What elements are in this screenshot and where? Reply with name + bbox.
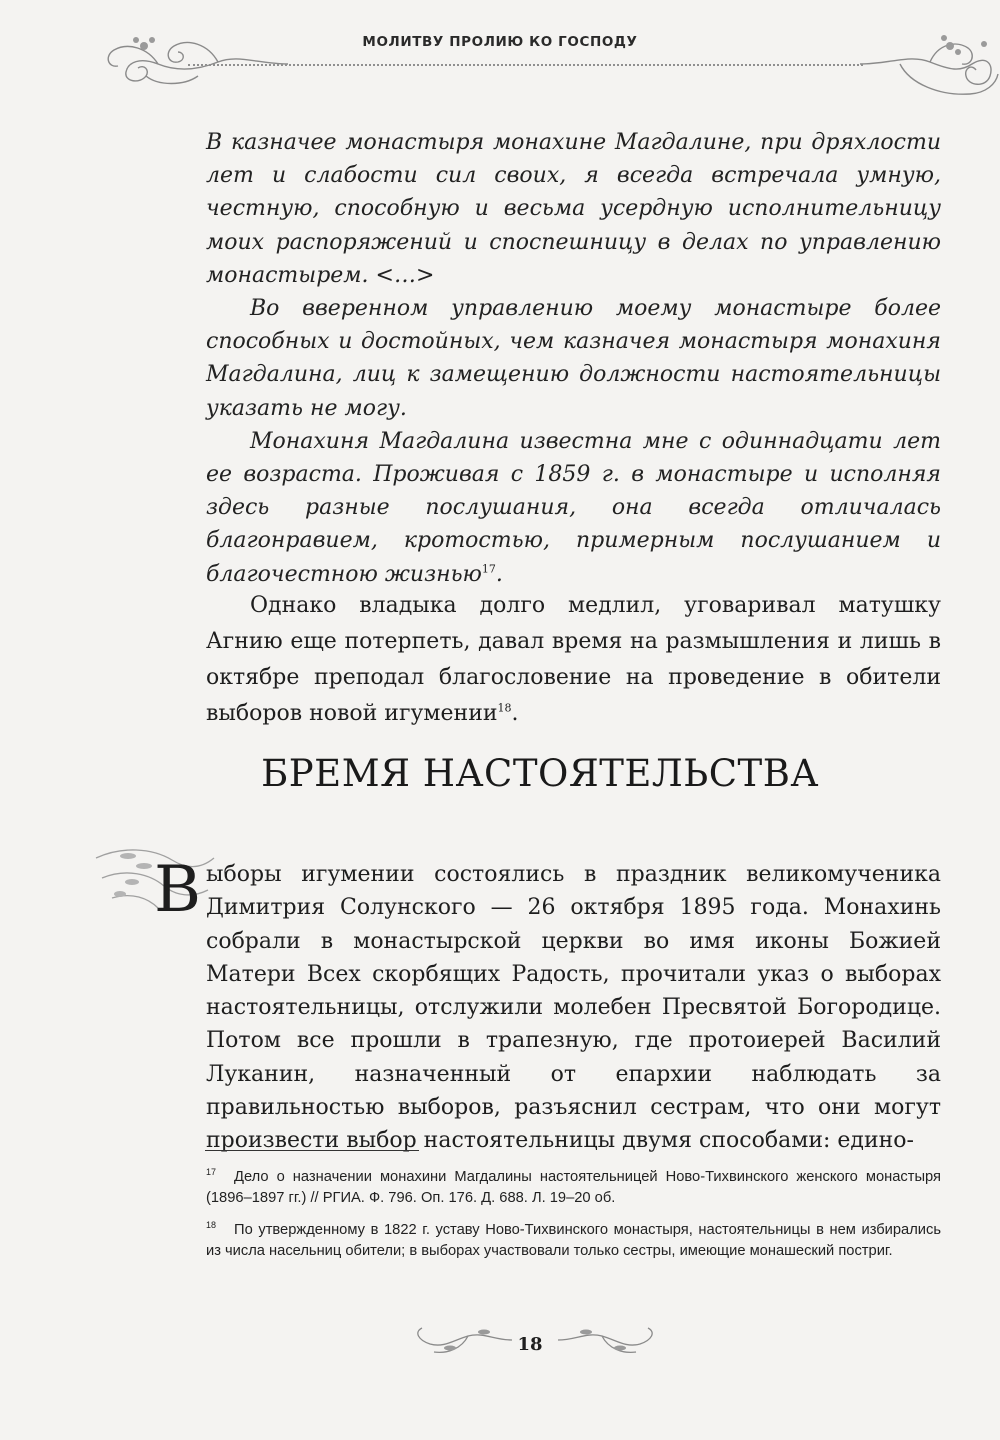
page-number: 18 xyxy=(517,1334,543,1355)
body-paragraph-text: Однако владыка долго медлил, уговаривал матушку Агнию еще потерпеть, давал время на размышления и лишь в октябре преподал благословение на проведение в обители выборов новой игумении xyxy=(206,593,941,726)
footnote-ref-18[interactable]: 18 xyxy=(497,701,512,715)
quote-paragraph-3-text: Монахиня Магдалина известна мне с одиннадцати лет ее возраста. Проживая с 1859 г. в монастыре и исполняя здесь разные послушания, она всегда отличалась благонравием, кротостью, примерным послушанием и благочестною жизнью xyxy=(206,428,941,587)
drop-cap: В xyxy=(154,853,202,927)
quote-paragraph-3: Монахиня Магдалина известна мне с одиннадцати лет ее возраста. Проживая с 1859 г. в монастыре и исполняя здесь разные послушания, она всегда отличалась благонравием, кротостью, примерным послушанием и благочестною жизнью$^{17}$. xyxy=(206,428,941,587)
footnote-text: Дело о назначении монахини Магдалины настоятельницей Ново-Тихвинского женского монастыря (1896–1897 гг.) // РГИА. Ф. 796. Оп. 176. Д. 688. Л. 19–20 об. xyxy=(206,1168,941,1206)
footnote-ref-17[interactable]: 17 xyxy=(481,562,496,576)
footnotes xyxy=(206,1162,941,1268)
quote-block xyxy=(206,126,941,591)
footnote-text: По утвержденному в 1822 г. уставу Ново-Тихвинского монастыря, настоятельницы в нем избирались из числа насельниц обители; в выборах участвовали только сестры, имеющие монашеский постриг. xyxy=(206,1221,941,1259)
section-body xyxy=(154,853,941,1158)
running-header: МОЛИТВУ ПРОЛИЮ КО ГОСПОДУ xyxy=(362,34,638,50)
section-title: БРЕМЯ НАСТОЯТЕЛЬСТВА xyxy=(261,752,819,795)
section-body-text: ыборы игумении состоялись в праздник великомученика Димитрия Солунского — 26 октября 1895 года. Монахинь собрали в монастырской церкви во имя иконы Божией Матери Всех скорбящих Радость, прочитали указ о выборах настоятельницы, отслужили молебен Пресвятой Богородице. Потом все прошли в трапезную, где протоиерей Василий Луканин, назначенный от епархии наблюдать за правильностью выборов, разъяснил сестрам, что они могут произвести выбор настоятельницы двумя способами: едино- xyxy=(206,862,941,1154)
footnote-17 xyxy=(206,1162,941,1209)
quote-paragraph-2: Во вверенном управлению моему монастыре более способных и достойных, чем казначея монастыря монахиня Магдалина, лиц к замещению должности настоятельницы указать не могу. xyxy=(206,296,941,421)
footer-ornament-right-icon xyxy=(556,1318,666,1362)
header-divider xyxy=(188,64,863,66)
quote-paragraph-1: В казначее монастыря монахине Магдалине, при дряхлости лет и слабости сил своих, я всегда встречала умную, честную, способную и весьма усердную исполнительницу моих распоряжений и споспешницу в делах по управлению монастырем. <…> xyxy=(206,130,941,288)
body-paragraph: Однако владыка долго медлил, уговаривал матушку Агнию еще потерпеть, давал время на размышления и лишь в октябре преподал благословение на проведение в обители выборов новой игумении$^{18}$. xyxy=(206,593,941,726)
footnote-number: 18 xyxy=(206,1219,217,1230)
footnote-divider xyxy=(205,1150,419,1151)
footnote-18 xyxy=(206,1215,941,1262)
footnote-number: 17 xyxy=(206,1167,217,1177)
